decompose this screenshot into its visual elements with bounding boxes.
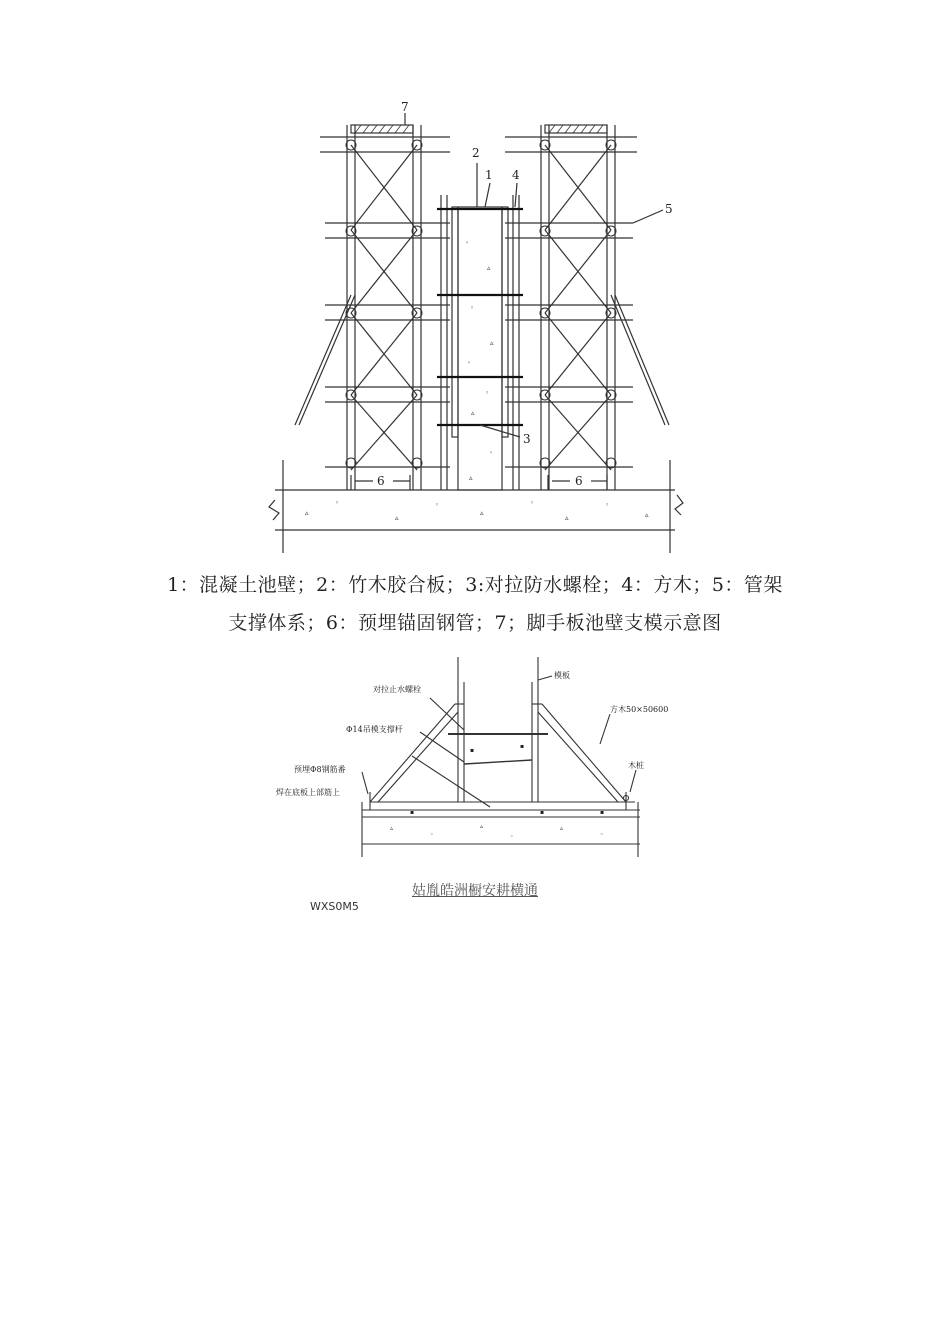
svg-text:◦: ◦ bbox=[335, 499, 340, 507]
figure1-caption-line2: 支撑体系；6：预埋锚固钢管；7；脚手板池壁支模示意图 bbox=[228, 612, 722, 634]
label-timber: 方木50×50600 bbox=[610, 705, 669, 714]
label-embedded2: 焊在底板上部筋上 bbox=[276, 788, 340, 797]
svg-text:◦: ◦ bbox=[435, 501, 440, 509]
svg-text:▵: ▵ bbox=[487, 264, 491, 272]
svg-text:◦: ◦ bbox=[530, 499, 535, 507]
svg-text:▵: ▵ bbox=[471, 409, 475, 417]
label-1: 1 bbox=[485, 168, 493, 182]
svg-text:▵: ▵ bbox=[395, 514, 399, 522]
label-5: 5 bbox=[665, 202, 673, 216]
svg-text:◦: ◦ bbox=[605, 501, 610, 509]
svg-text:▵: ▵ bbox=[645, 511, 649, 519]
label-3: 3 bbox=[523, 432, 531, 446]
svg-text:▵: ▵ bbox=[390, 825, 394, 832]
svg-text:◦: ◦ bbox=[510, 833, 514, 840]
svg-text:◦: ◦ bbox=[430, 831, 434, 838]
svg-text:▵: ▵ bbox=[490, 339, 494, 347]
wall-formwork-diagram bbox=[265, 95, 690, 557]
svg-text:▪: ▪ bbox=[520, 743, 525, 750]
svg-text:▪: ▪ bbox=[600, 809, 605, 816]
label-2: 2 bbox=[472, 146, 480, 160]
figure1-caption-line1: 1：混凝土池壁；2：竹木胶合板；3:对拉防水螺栓；4：方木；5：管架 bbox=[167, 574, 783, 596]
svg-text:◦: ◦ bbox=[485, 389, 490, 397]
svg-text:▵: ▵ bbox=[560, 825, 564, 832]
label-4: 4 bbox=[512, 168, 520, 182]
svg-text:▪: ▪ bbox=[410, 809, 415, 816]
document-code: WXS0M5 bbox=[310, 900, 359, 913]
figure2-caption: 姑胤皓洲橱安耕横通 bbox=[412, 883, 538, 899]
label-brace: Φ14吊模支撑杆 bbox=[346, 725, 403, 734]
svg-text:▪: ▪ bbox=[470, 747, 475, 754]
svg-text:◦: ◦ bbox=[470, 304, 475, 312]
svg-text:▪: ▪ bbox=[540, 809, 545, 816]
svg-text:▵: ▵ bbox=[480, 823, 484, 830]
svg-text:▵: ▵ bbox=[469, 474, 473, 482]
label-embedded: 预埋Φ8钢筋番 bbox=[294, 765, 346, 774]
label-6-right: 6 bbox=[575, 474, 583, 488]
svg-text:◦: ◦ bbox=[600, 831, 604, 838]
svg-text:◦: ◦ bbox=[489, 449, 494, 457]
label-6-left: 6 bbox=[377, 474, 385, 488]
suspended-formwork-diagram bbox=[270, 652, 690, 870]
label-7: 7 bbox=[401, 100, 409, 114]
svg-text:▵: ▵ bbox=[565, 514, 569, 522]
svg-text:▵: ▵ bbox=[480, 509, 484, 517]
label-tie-bolt: 对拉止水螺栓 bbox=[373, 685, 421, 694]
svg-text:◦: ◦ bbox=[467, 359, 472, 367]
label-stake: 木桩 bbox=[628, 761, 644, 770]
svg-text:◦: ◦ bbox=[465, 239, 470, 247]
label-formwork: 模板 bbox=[554, 671, 570, 680]
svg-text:▵: ▵ bbox=[305, 509, 309, 517]
